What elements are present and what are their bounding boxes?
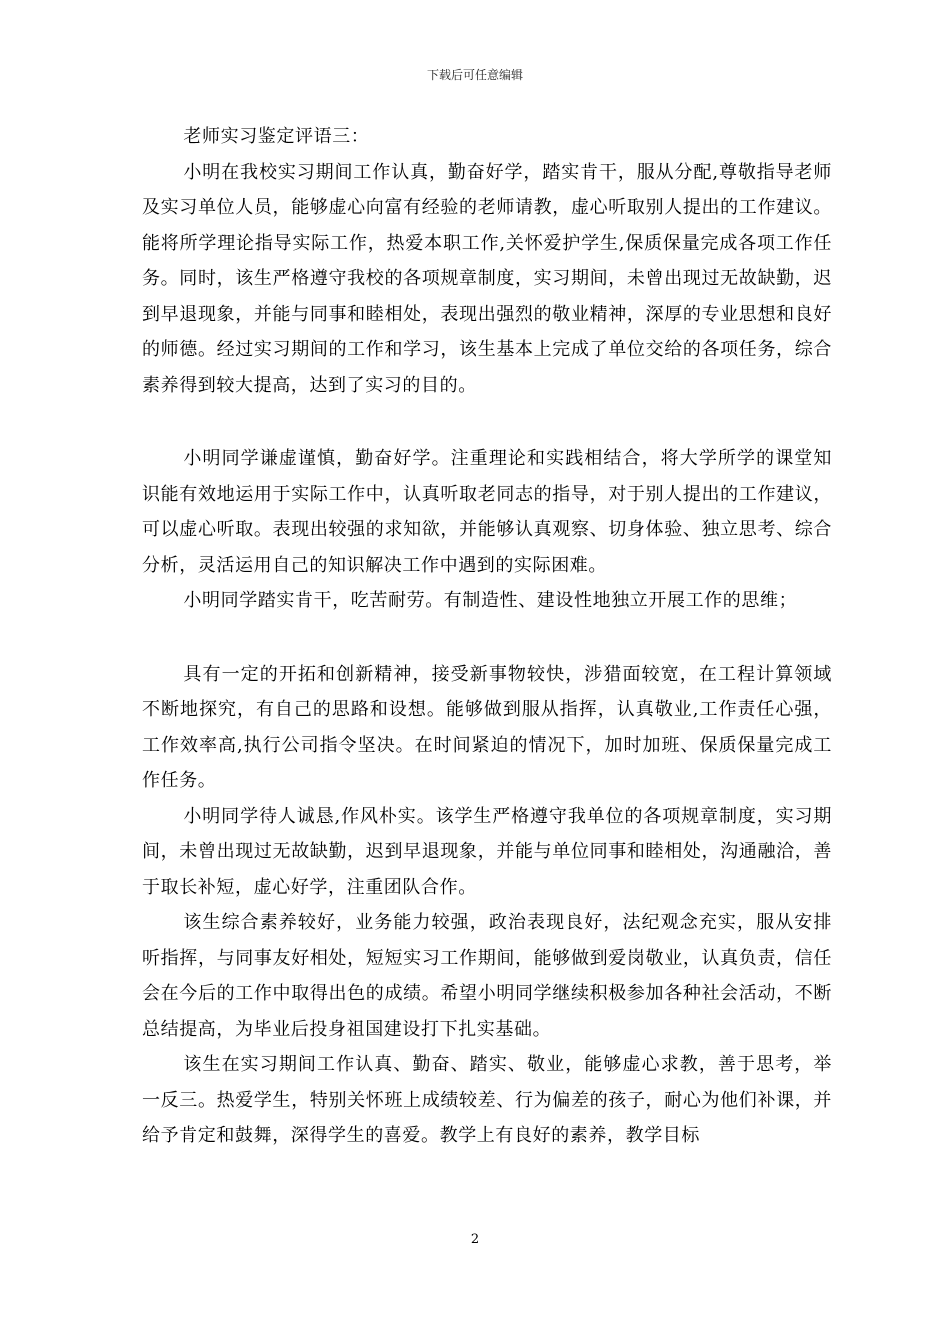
document-body [142, 119, 832, 1154]
paragraph-4: 具有一定的开拓和创新精神，接受新事物较快，涉猎面较宽，在工程计算领域不断地探究，有自己的思路和设想。能够做到服从指挥，认真敬业,工作责任心强，工作效率高,执行公司指令坚决。在时间紧迫的情况下，加时加班、保质保量完成工作任务。 [142, 663, 832, 791]
page-number: 2 [470, 1232, 480, 1247]
paragraph-2: 小明同学谦虚谨慎，勤奋好学。注重理论和实践相结合，将大学所学的课堂知识能有效地运用于实际工作中，认真听取老同志的指导，对于别人提出的工作建议，可以虚心听取。表现出较强的求知欲，并能够认真观察、切身体验、独立思考、综合分析，灵活运用自己的知识解决工作中遇到的实际困难。 [142, 448, 832, 576]
paragraph-3: 小明同学踏实肯干，吃苦耐劳。有制造性、建设性地独立开展工作的思维； [183, 590, 798, 611]
paragraph-5: 小明同学待人诚恳,作风朴实。该学生严格遵守我单位的各项规章制度，实习期间，未曾出现过无故缺勤，迟到早退现象，并能与单位同事和睦相处，沟通融洽，善于取长补短，虚心好学，注重团队合作。 [142, 805, 832, 898]
paragraph-1: 小明在我校实习期间工作认真，勤奋好学，踏实肯干，服从分配,尊敬指导老师及实习单位人员，能够虚心向富有经验的老师请教，虚心听取别人提出的工作建议。能将所学理论指导实际工作，热爱本职工作,关怀爱护学生,保质保量完成各项工作任务。同时，该生严格遵守我校的各项规章制度，实习期间，未曾出现过无故缺勤，迟到早退现象，并能与同事和睦相处，表现出强烈的敬业精神，深厚的专业思想和良好的师德。经过实习期间的工作和学习，该生基本上完成了单位交给的各项任务，综合素养得到较大提高，达到了实习的目的。 [142, 161, 832, 396]
paragraph-6: 该生综合素养较好，业务能力较强，政治表现良好，法纪观念充实，服从安排听指挥，与同事友好相处，短短实习工作期间，能够做到爱岗敬业，认真负责，信任会在今后的工作中取得出色的成绩。希望小明同学继续积极参加各种社会活动，不断总结提高，为毕业后投身祖国建设打下扎实基础。 [142, 912, 832, 1040]
paragraph-7: 该生在实习期间工作认真、勤奋、踏实、敬业，能够虚心求教，善于思考，举一反三。热爱学生，特别关怀班上成绩较差、行为偏差的孩子，耐心为他们补课，并给予肯定和鼓舞，深得学生的喜爱。教学上有良好的素养，教学目标 [142, 1054, 832, 1146]
page-header: 下载后可任意编辑 [426, 68, 523, 82]
section-title: 老师实习鉴定评语三： [183, 126, 370, 147]
